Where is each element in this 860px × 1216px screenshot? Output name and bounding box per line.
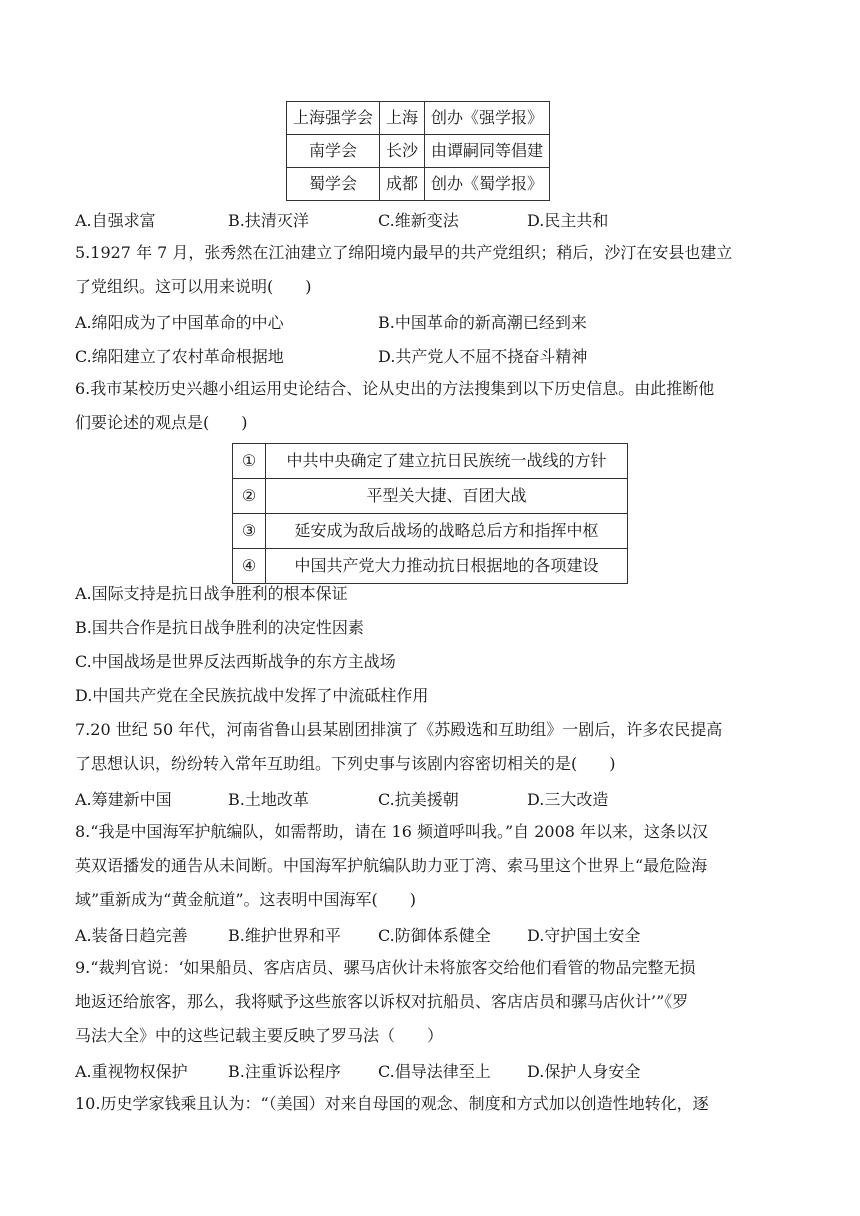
q9-stem-line3: 马法大全》中的这些记载主要反映了罗马法（ ） bbox=[75, 1026, 444, 1045]
option-a[interactable]: A.筹建新中国 bbox=[75, 790, 172, 809]
evidence-table bbox=[232, 443, 628, 584]
option-c[interactable]: C.防御体系健全 bbox=[378, 926, 491, 945]
option-a[interactable]: A.绵阳成为了中国革命的中心 bbox=[75, 313, 284, 332]
table-row bbox=[233, 549, 628, 584]
q10-stem-line1: 10.历史学家钱乘且认为：“（美国）对来自母国的观念、制度和方式加以创造性地转化，逐 bbox=[75, 1094, 709, 1113]
table-cell: 上海强学会 bbox=[287, 102, 380, 135]
q8-stem-line3: 域”重新成为“黄金航道”。这表明中国海军( ) bbox=[75, 890, 417, 909]
q6-option-d[interactable]: D.中国共产党在全民族抗战中发挥了中流砥柱作用 bbox=[75, 686, 429, 705]
option-a[interactable]: A.重视物权保护 bbox=[75, 1062, 188, 1081]
table-cell: 创办《强学报》 bbox=[425, 102, 550, 135]
q4-options bbox=[0, 208, 860, 232]
q6-option-a[interactable]: A.国际支持是抗日战争胜利的根本保证 bbox=[75, 584, 348, 603]
option-d[interactable]: D.保护人身安全 bbox=[527, 1062, 641, 1081]
table-cell: 南学会 bbox=[287, 135, 380, 168]
table-cell: ② bbox=[233, 479, 266, 514]
table-row bbox=[233, 479, 628, 514]
q8-stem-line1: 8.“我是中国海军护航编队，如需帮助，请在 16 频道呼叫我。”自 2008 年以来，这条以汉 bbox=[75, 822, 709, 841]
table-cell: 中国共产党大力推动抗日根据地的各项建设 bbox=[266, 549, 628, 584]
table-cell: 延安成为敌后战场的战略总后方和指挥中枢 bbox=[266, 514, 628, 549]
option-b[interactable]: B.扶清灭洋 bbox=[228, 211, 309, 230]
option-d[interactable]: D.三大改造 bbox=[527, 790, 609, 809]
q5-options-row1 bbox=[0, 310, 860, 334]
table-row bbox=[287, 168, 550, 201]
option-c[interactable]: C.倡导法律至上 bbox=[378, 1062, 491, 1081]
option-d[interactable]: D.共产党人不屈不挠奋斗精神 bbox=[378, 347, 588, 366]
q6-stem-line2: 们要论述的观点是( ) bbox=[75, 413, 248, 432]
table-row bbox=[233, 514, 628, 549]
societies-table bbox=[286, 101, 550, 201]
q9-options bbox=[0, 1059, 860, 1083]
q5-options-row2 bbox=[0, 344, 860, 368]
table-cell: 创办《蜀学报》 bbox=[425, 168, 550, 201]
option-c[interactable]: C.抗美援朝 bbox=[378, 790, 459, 809]
option-a[interactable]: A.装备日趋完善 bbox=[75, 926, 188, 945]
table-cell: 成都 bbox=[380, 168, 425, 201]
q9-stem-line1: 9.“裁判官说：‘如果船员、客店店员、骡马店伙计未将旅客交给他们看管的物品完整无损 bbox=[75, 958, 696, 977]
q6-option-b[interactable]: B.国共合作是抗日战争胜利的决定性因素 bbox=[75, 618, 364, 637]
option-d[interactable]: D.民主共和 bbox=[527, 211, 609, 230]
table-cell: ④ bbox=[233, 549, 266, 584]
q6-stem-line1: 6.我市某校历史兴趣小组运用史论结合、论从史出的方法搜集到以下历史信息。由此推断他 bbox=[75, 379, 715, 398]
table-cell: 蜀学会 bbox=[287, 168, 380, 201]
table-row bbox=[233, 444, 628, 479]
q7-stem-line2: 了思想认识，纷纷转入常年互助组。下列史事与该剧内容密切相关的是( ) bbox=[75, 754, 616, 773]
option-c[interactable]: C.维新变法 bbox=[378, 211, 459, 230]
option-d[interactable]: D.守护国土安全 bbox=[527, 926, 641, 945]
q7-stem-line1: 7.20 世纪 50 年代，河南省鲁山县某剧团排演了《苏殿选和互助组》一剧后，许多农民提高 bbox=[75, 720, 723, 739]
q5-stem-line2: 了党组织。这可以用来说明( ) bbox=[75, 277, 312, 296]
q9-stem-line2: 地返还给旅客，那么，我将赋予这些旅客以诉权对抗船员、客店店员和骡马店伙计’”《罗 bbox=[75, 992, 689, 1011]
table-cell: 平型关大捷、百团大战 bbox=[266, 479, 628, 514]
table-cell: 上海 bbox=[380, 102, 425, 135]
q8-stem-line2: 英双语播发的通告从未间断。中国海军护航编队助力亚丁湾、索马里这个世界上“最危险海 bbox=[75, 856, 708, 875]
q6-option-c[interactable]: C.中国战场是世界反法西斯战争的东方主战场 bbox=[75, 652, 396, 671]
table-row bbox=[287, 135, 550, 168]
table-cell: 长沙 bbox=[380, 135, 425, 168]
option-a[interactable]: A.自强求富 bbox=[75, 211, 156, 230]
q8-options bbox=[0, 923, 860, 947]
table-row bbox=[287, 102, 550, 135]
option-b[interactable]: B.土地改革 bbox=[228, 790, 309, 809]
option-c[interactable]: C.绵阳建立了农村革命根据地 bbox=[75, 347, 284, 366]
option-b[interactable]: B.维护世界和平 bbox=[228, 926, 341, 945]
q7-options bbox=[0, 787, 860, 811]
q5-stem-line1: 5.1927 年 7 月，张秀然在江油建立了绵阳境内最早的共产党组织；稍后，沙汀在安县也建立 bbox=[75, 243, 733, 262]
table-cell: 中共中央确定了建立抗日民族统一战线的方针 bbox=[266, 444, 628, 479]
table-cell: 由谭嗣同等倡建 bbox=[425, 135, 550, 168]
table-cell: ① bbox=[233, 444, 266, 479]
option-b[interactable]: B.注重诉讼程序 bbox=[228, 1062, 341, 1081]
table-cell: ③ bbox=[233, 514, 266, 549]
option-b[interactable]: B.中国革命的新高潮已经到来 bbox=[378, 313, 587, 332]
